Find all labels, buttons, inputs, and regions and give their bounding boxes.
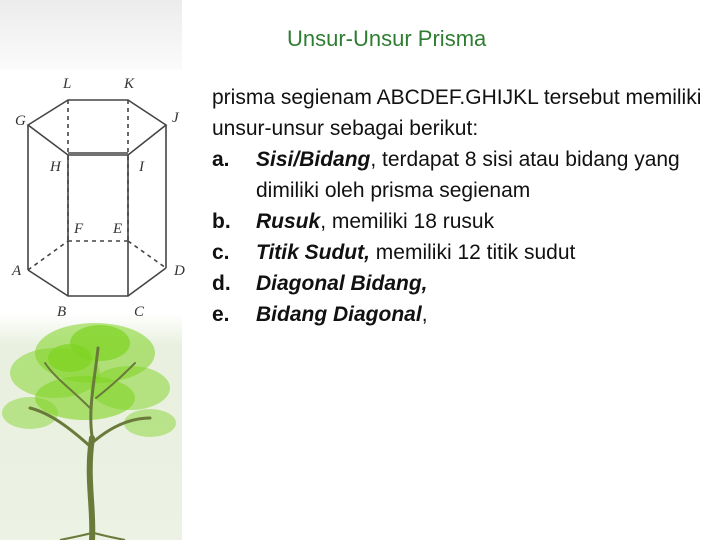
slide-body (212, 82, 712, 330)
list-term: Bidang Diagonal (256, 303, 422, 326)
vertex-labels (11, 76, 185, 320)
list-item (212, 268, 712, 299)
vertex-label-i: I (139, 159, 144, 175)
list-item (212, 299, 712, 330)
list-term: Rusuk (256, 210, 321, 233)
list-marker: c. (212, 241, 230, 264)
list-marker: b. (212, 210, 231, 233)
list-text: , memiliki 18 rusuk (320, 210, 495, 233)
list-term: Titik Sudut, (256, 241, 370, 264)
vertex-label-f: F (74, 221, 84, 237)
list-text: , (421, 303, 428, 326)
list-marker: d. (212, 272, 231, 295)
list-marker: a. (212, 148, 230, 171)
vertex-label-a: A (12, 263, 22, 279)
list-marker: e. (212, 303, 230, 326)
vertex-label-e: E (113, 221, 123, 237)
tree-silhouette-image (0, 318, 182, 540)
vertex-label-d: D (174, 263, 185, 279)
list-text: memiliki 12 titik sudut (369, 241, 576, 264)
vertex-label-h: H (50, 159, 61, 175)
vertex-label-l: L (63, 76, 72, 92)
top-left-decoration (0, 0, 182, 70)
hidden-edges (28, 100, 166, 270)
vertex-label-j: J (172, 110, 179, 126)
vertex-label-g: G (15, 113, 26, 129)
vertex-label-c: C (134, 304, 145, 320)
list-text: , terdapat 8 sisi atau bidang yang dimiliki oleh prisma segienam (256, 148, 680, 202)
list-item (212, 237, 712, 268)
elements-list (212, 144, 712, 330)
vertex-label-k: K (124, 76, 135, 92)
vertex-label-b: B (57, 304, 67, 320)
slide-title: Unsur-Unsur Prisma (287, 26, 487, 51)
list-term: Diagonal Bidang, (256, 272, 428, 295)
hexagonal-prism-figure (6, 70, 196, 320)
list-item (212, 144, 712, 206)
tree-foliage (2, 323, 176, 437)
visible-edges (28, 100, 166, 296)
list-term: Sisi/Bidang (256, 148, 371, 171)
list-item (212, 206, 712, 237)
intro-paragraph: prisma segienam ABCDEF.GHIJKL tersebut memiliki unsur-unsur sebagai berikut: (212, 86, 702, 140)
